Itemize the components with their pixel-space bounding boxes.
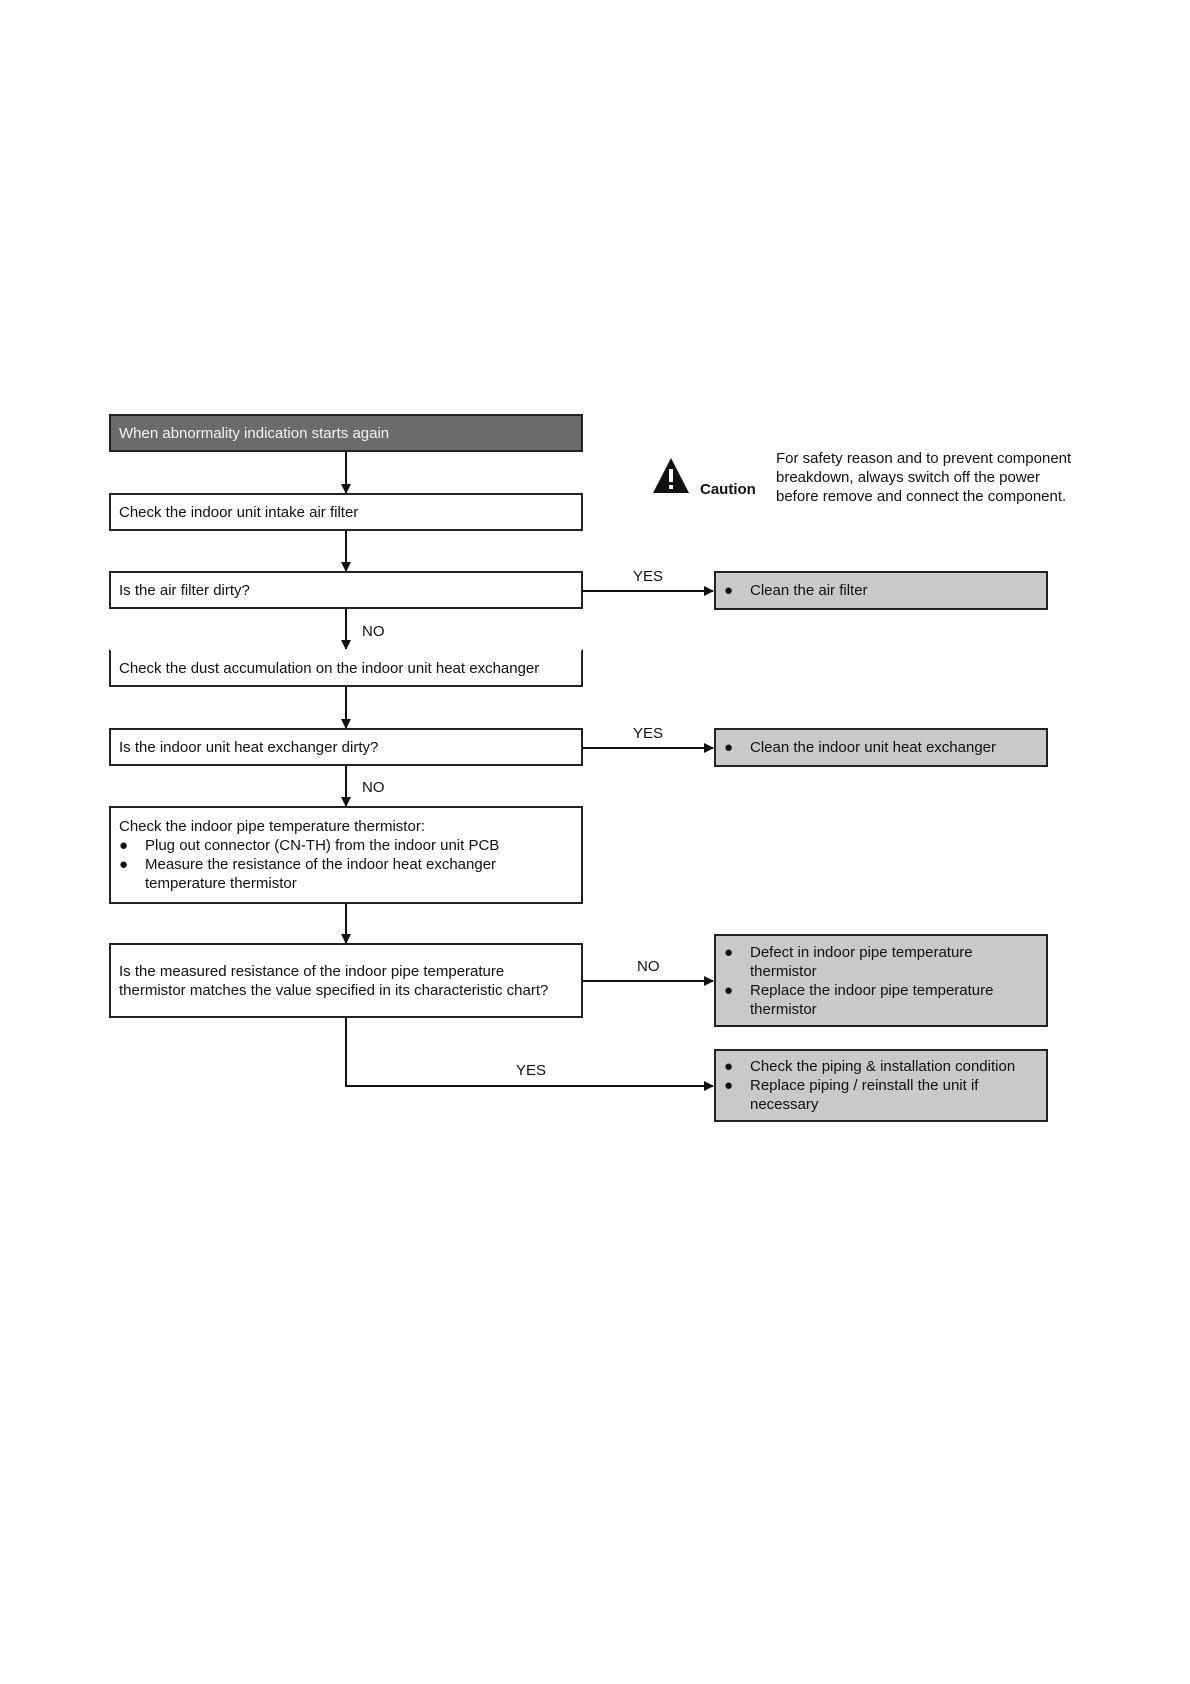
list-item xyxy=(724,1076,1038,1114)
list-item xyxy=(724,943,1038,981)
yes-label-resistance: YES xyxy=(516,1062,547,1079)
bullet-icon: ● xyxy=(724,1058,734,1075)
piping-item-2: Replace piping / reinstall the unit if necessary xyxy=(750,1077,979,1113)
hex-dirty-text: Is the indoor unit heat exchanger dirty? xyxy=(119,738,379,756)
bullet-icon: ● xyxy=(724,739,734,756)
list-item xyxy=(724,581,1038,600)
warning-icon xyxy=(651,456,691,501)
caution-label: Caution xyxy=(700,481,756,498)
defect-box xyxy=(714,934,1048,1027)
bullet-icon: ● xyxy=(724,582,734,599)
bullet-icon: ● xyxy=(724,981,734,999)
thermistor-bullet-2: Measure the resistance of the indoor heat exchanger temperature thermistor xyxy=(145,856,497,892)
check-dust-box xyxy=(109,649,583,687)
check-dust-text: Check the dust accumulation on the indoor unit heat exchanger xyxy=(119,659,540,677)
yes-label-filter: YES xyxy=(633,568,664,585)
piping-box xyxy=(714,1049,1048,1122)
piping-item-1: Check the piping & installation condition xyxy=(750,1058,1016,1075)
list-item xyxy=(119,855,573,893)
bullet-icon: ● xyxy=(724,943,734,961)
bullet-icon: ● xyxy=(119,856,129,873)
clean-filter-box xyxy=(714,571,1048,610)
yes-label-hex: YES xyxy=(633,725,664,742)
bullet-icon: ● xyxy=(724,1077,734,1094)
check-thermistor-title: Check the indoor pipe temperature thermistor: xyxy=(119,818,425,835)
resistance-question xyxy=(109,943,583,1018)
start-box xyxy=(109,414,583,452)
defect-item-2: Replace the indoor pipe temperature thermistor xyxy=(750,981,994,1018)
resistance-text: Is the measured resistance of the indoor pipe temperature thermistor matches the value specified in its characteristic chart? xyxy=(119,962,549,999)
start-text: When abnormality indication starts again xyxy=(119,424,390,442)
clean-hex-box xyxy=(714,728,1048,767)
no-label-resistance: NO xyxy=(637,958,660,975)
filter-dirty-text: Is the air filter dirty? xyxy=(119,581,250,599)
check-filter-text: Check the indoor unit intake air filter xyxy=(119,503,359,521)
clean-filter-text: Clean the air filter xyxy=(750,582,868,599)
list-item xyxy=(724,981,1038,1019)
check-filter-box xyxy=(109,493,583,531)
bullet-icon: ● xyxy=(119,837,129,854)
list-item xyxy=(724,738,1038,757)
hex-dirty-question xyxy=(109,728,583,766)
no-label-filter: NO xyxy=(362,623,385,640)
caution-text: For safety reason and to prevent component breakdown, always switch off the power before remove and connect the component. xyxy=(776,450,1072,505)
list-item xyxy=(119,836,573,855)
clean-hex-text: Clean the indoor unit heat exchanger xyxy=(750,739,997,756)
list-item xyxy=(724,1057,1038,1076)
no-label-hex: NO xyxy=(362,779,385,796)
thermistor-bullet-1: Plug out connector (CN-TH) from the indoor unit PCB xyxy=(145,837,500,854)
defect-item-1: Defect in indoor pipe temperature thermistor xyxy=(750,943,973,980)
filter-dirty-question xyxy=(109,571,583,609)
check-thermistor-box xyxy=(109,806,583,904)
